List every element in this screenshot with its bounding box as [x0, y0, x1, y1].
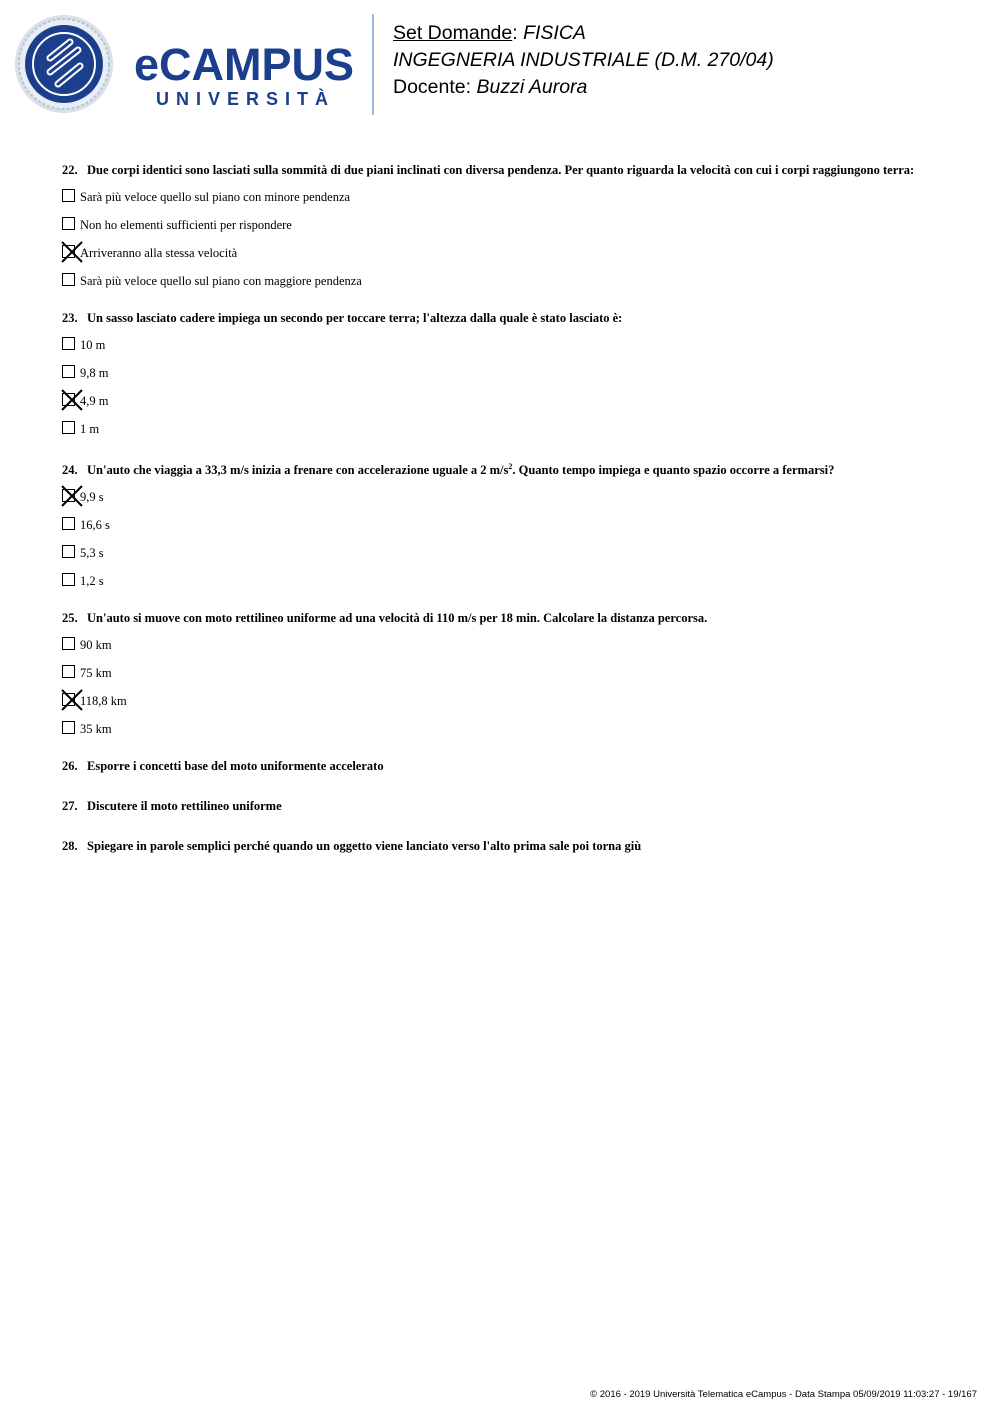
question-text — [62, 162, 962, 179]
course-name: INGEGNERIA INDUSTRIALE (D.M. 270/04) — [393, 49, 774, 71]
teacher-name: Buzzi Aurora — [476, 76, 588, 98]
option-label: 16,6 s — [80, 518, 110, 533]
question-22 — [62, 162, 962, 301]
checkbox-checked[interactable] — [62, 693, 75, 706]
question-text — [62, 310, 962, 327]
question-25 — [62, 610, 962, 749]
option-label: Sarà più veloce quello sul piano con maggiore pendenza — [80, 274, 362, 288]
checkbox-checked[interactable] — [62, 393, 75, 406]
question-text — [62, 838, 962, 855]
option-label: 35 km — [80, 722, 112, 737]
question-28 — [62, 838, 962, 855]
question-26 — [62, 758, 962, 775]
question-prompt: Discutere il moto rettilineo uniforme — [87, 799, 282, 814]
checkbox[interactable] — [62, 637, 75, 650]
answer-option[interactable] — [62, 573, 962, 601]
checkbox-checked[interactable] — [62, 245, 75, 258]
answer-option[interactable] — [62, 393, 962, 421]
option-label: 5,3 s — [80, 546, 104, 561]
answer-option[interactable] — [62, 189, 962, 217]
checkbox[interactable] — [62, 217, 75, 230]
option-label: 1 m — [80, 422, 100, 436]
header-info — [393, 20, 774, 101]
question-number: 25. — [62, 611, 78, 626]
question-prompt: Spiegare in parole semplici perché quando un oggetto viene lanciato verso l'alto prima sale poi torna giù — [87, 839, 642, 854]
set-sep: : — [512, 22, 524, 44]
checkbox[interactable] — [62, 189, 75, 202]
checkbox[interactable] — [62, 365, 75, 378]
logo-subtext: UNIVERSITÀ — [156, 89, 328, 109]
option-label: 10 m — [80, 338, 106, 352]
question-number: 28. — [62, 839, 78, 854]
option-label: Arriveranno alla stessa velocità — [80, 246, 238, 260]
answer-option[interactable] — [62, 365, 962, 393]
option-label: Sarà più veloce quello sul piano con minore pendenza — [80, 190, 351, 204]
question-23 — [62, 310, 962, 449]
answer-option[interactable] — [62, 337, 962, 365]
question-text — [62, 798, 962, 815]
question-prompt-end: . Quanto tempo impiega e quanto spazio occorre a fermarsi? — [512, 463, 835, 478]
answer-option[interactable] — [62, 637, 962, 665]
option-label: 118,8 km — [80, 694, 127, 709]
question-prompt: Un'auto che viaggia a 33,3 m/s inizia a frenare con accelerazione uguale a 2 m/s — [87, 463, 509, 478]
question-number: 23. — [62, 311, 78, 325]
answer-option[interactable] — [62, 245, 962, 273]
checkbox-checked[interactable] — [62, 489, 75, 502]
options-list — [62, 337, 962, 449]
question-27 — [62, 798, 962, 815]
checkbox[interactable] — [62, 273, 75, 286]
checkbox[interactable] — [62, 421, 75, 434]
options-list — [62, 189, 962, 301]
question-list — [62, 162, 962, 878]
ecampus-logo — [14, 14, 359, 118]
question-text — [62, 610, 962, 627]
options-list — [62, 637, 962, 749]
checkbox[interactable] — [62, 545, 75, 558]
set-line — [393, 20, 774, 47]
question-number: 22. — [62, 163, 78, 177]
option-label: 1,2 s — [80, 574, 104, 589]
option-label: 9,9 s — [80, 490, 104, 505]
question-prompt: Un sasso lasciato cadere impiega un secondo per toccare terra; l'altezza dalla quale è stato lasciato è: — [87, 311, 623, 325]
answer-option[interactable] — [62, 665, 962, 693]
answer-option[interactable] — [62, 273, 962, 301]
answer-option[interactable] — [62, 545, 962, 573]
answer-option[interactable] — [62, 721, 962, 749]
set-value: FISICA — [523, 22, 586, 44]
answer-option[interactable] — [62, 517, 962, 545]
checkbox[interactable] — [62, 573, 75, 586]
question-prompt: Due corpi identici sono lasciati sulla sommità di due piani inclinati con diversa pendenza. Per quanto riguarda la velocità con cui i corpi raggiungono terra: — [87, 163, 915, 177]
question-number: 24. — [62, 463, 78, 478]
teacher-label: Docente: — [393, 76, 477, 98]
seal-icon — [15, 15, 113, 113]
option-label: 90 km — [80, 638, 112, 653]
question-number: 26. — [62, 759, 78, 774]
option-label: 75 km — [80, 666, 112, 681]
checkbox[interactable] — [62, 721, 75, 734]
question-number: 27. — [62, 799, 78, 814]
options-list — [62, 489, 962, 601]
page-footer: © 2016 - 2019 Università Telematica eCampus - Data Stampa 05/09/2019 11:03:27 - 19/167 — [590, 1389, 977, 1400]
question-text — [62, 458, 962, 479]
checkbox[interactable] — [62, 517, 75, 530]
option-label: 4,9 m — [80, 394, 109, 408]
checkbox[interactable] — [62, 665, 75, 678]
answer-option[interactable] — [62, 217, 962, 245]
option-label: 9,8 m — [80, 366, 109, 380]
question-text — [62, 758, 962, 775]
checkbox[interactable] — [62, 337, 75, 350]
course-line — [393, 47, 774, 74]
teacher-line — [393, 74, 774, 101]
header-divider — [372, 14, 374, 115]
set-label: Set Domande — [393, 22, 513, 44]
question-24 — [62, 458, 962, 601]
question-prompt: Esporre i concetti base del moto uniformente accelerato — [87, 759, 384, 774]
logo-wordmark: eCAMPUS — [134, 39, 354, 90]
answer-option[interactable] — [62, 489, 962, 517]
superscript: 2 — [508, 462, 513, 471]
answer-option[interactable] — [62, 693, 962, 721]
answer-option[interactable] — [62, 421, 962, 449]
question-prompt: Un'auto si muove con moto rettilineo uniforme ad una velocità di 110 m/s per 18 min. Calcolare la distanza percorsa. — [87, 611, 708, 626]
option-label: Non ho elementi sufficienti per rispondere — [80, 218, 292, 232]
